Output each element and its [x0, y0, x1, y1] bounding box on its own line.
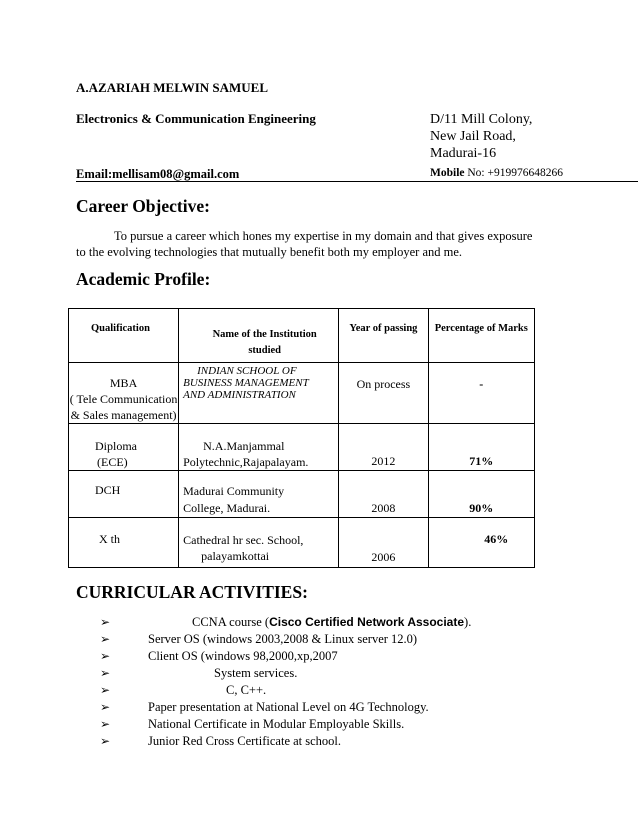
arrow-bullet-icon: ➢ — [100, 734, 111, 748]
cell-institution: N.A.Manjammal Polytechnic,Rajapalayam. — [179, 424, 339, 471]
arrow-bullet-icon: ➢ — [100, 632, 111, 646]
mobile-label: Mobile — [430, 167, 465, 179]
cell-percentage: 71% — [428, 424, 534, 471]
arrow-bullet-icon: ➢ — [100, 683, 111, 697]
table-row — [69, 424, 535, 471]
table-header-row — [69, 309, 535, 363]
arrow-bullet-icon: ➢ — [100, 717, 111, 731]
address-block — [430, 111, 532, 162]
table-row — [69, 363, 535, 424]
table-row — [69, 518, 535, 568]
cell-institution: Cathedral hr sec. School, palayamkottai — [179, 518, 339, 568]
cell-qualification: Diploma (ECE) — [69, 424, 179, 471]
cell-institution: Madurai Community College, Madurai. — [179, 471, 339, 518]
candidate-name: A.AZARIAH MELWIN SAMUEL — [76, 80, 269, 95]
header-divider — [76, 181, 638, 182]
mobile-number: No: +919976648266 — [464, 167, 563, 179]
cell-year: 2008 — [339, 471, 428, 518]
academic-table — [68, 308, 535, 568]
cell-institution: INDIAN SCHOOL OF BUSINESS MANAGEMENT AND ADMINISTRATION — [179, 363, 339, 424]
arrow-bullet-icon: ➢ — [100, 615, 111, 629]
email: Email:mellisam08@gmail.com — [76, 167, 240, 181]
cell-year: 2006 — [339, 518, 428, 568]
arrow-bullet-icon: ➢ — [100, 649, 111, 663]
mobile — [430, 167, 563, 179]
cell-qualification: MBA ( Tele Communication & Sales management) — [69, 363, 179, 424]
address-line-1: D/11 Mill Colony, — [430, 112, 533, 127]
address-line-3: Madurai-16 — [430, 146, 497, 161]
cell-percentage: 46% — [428, 518, 534, 568]
cell-year: 2012 — [339, 424, 428, 471]
table-row — [69, 471, 535, 518]
curricular-heading: CURRICULAR ACTIVITIES: — [76, 582, 308, 602]
arrow-bullet-icon: ➢ — [100, 666, 111, 680]
header-institution: Name of the Institution studied — [179, 309, 339, 363]
header-percentage: Percentage of Marks — [428, 309, 534, 363]
address-line-2: New Jail Road, — [430, 129, 516, 144]
career-objective-text: To pursue a career which hones my expertise in my domain and that gives exposure to the evolving technologies that mutually benefit both my employer and me. — [76, 229, 533, 259]
cell-qualification: X th — [69, 518, 179, 568]
academic-profile-heading: Academic Profile: — [76, 269, 211, 289]
header-year: Year of passing — [339, 309, 428, 363]
cell-qualification: DCH — [69, 471, 179, 518]
department: Electronics & Communication Engineering — [76, 111, 316, 126]
arrow-bullet-icon: ➢ — [100, 700, 111, 714]
career-objective-heading: Career Objective: — [76, 196, 210, 216]
cell-year: On process — [339, 363, 428, 424]
cell-percentage: - — [428, 363, 534, 424]
header-qualification: Qualification — [69, 309, 179, 363]
cell-percentage: 90% — [428, 471, 534, 518]
